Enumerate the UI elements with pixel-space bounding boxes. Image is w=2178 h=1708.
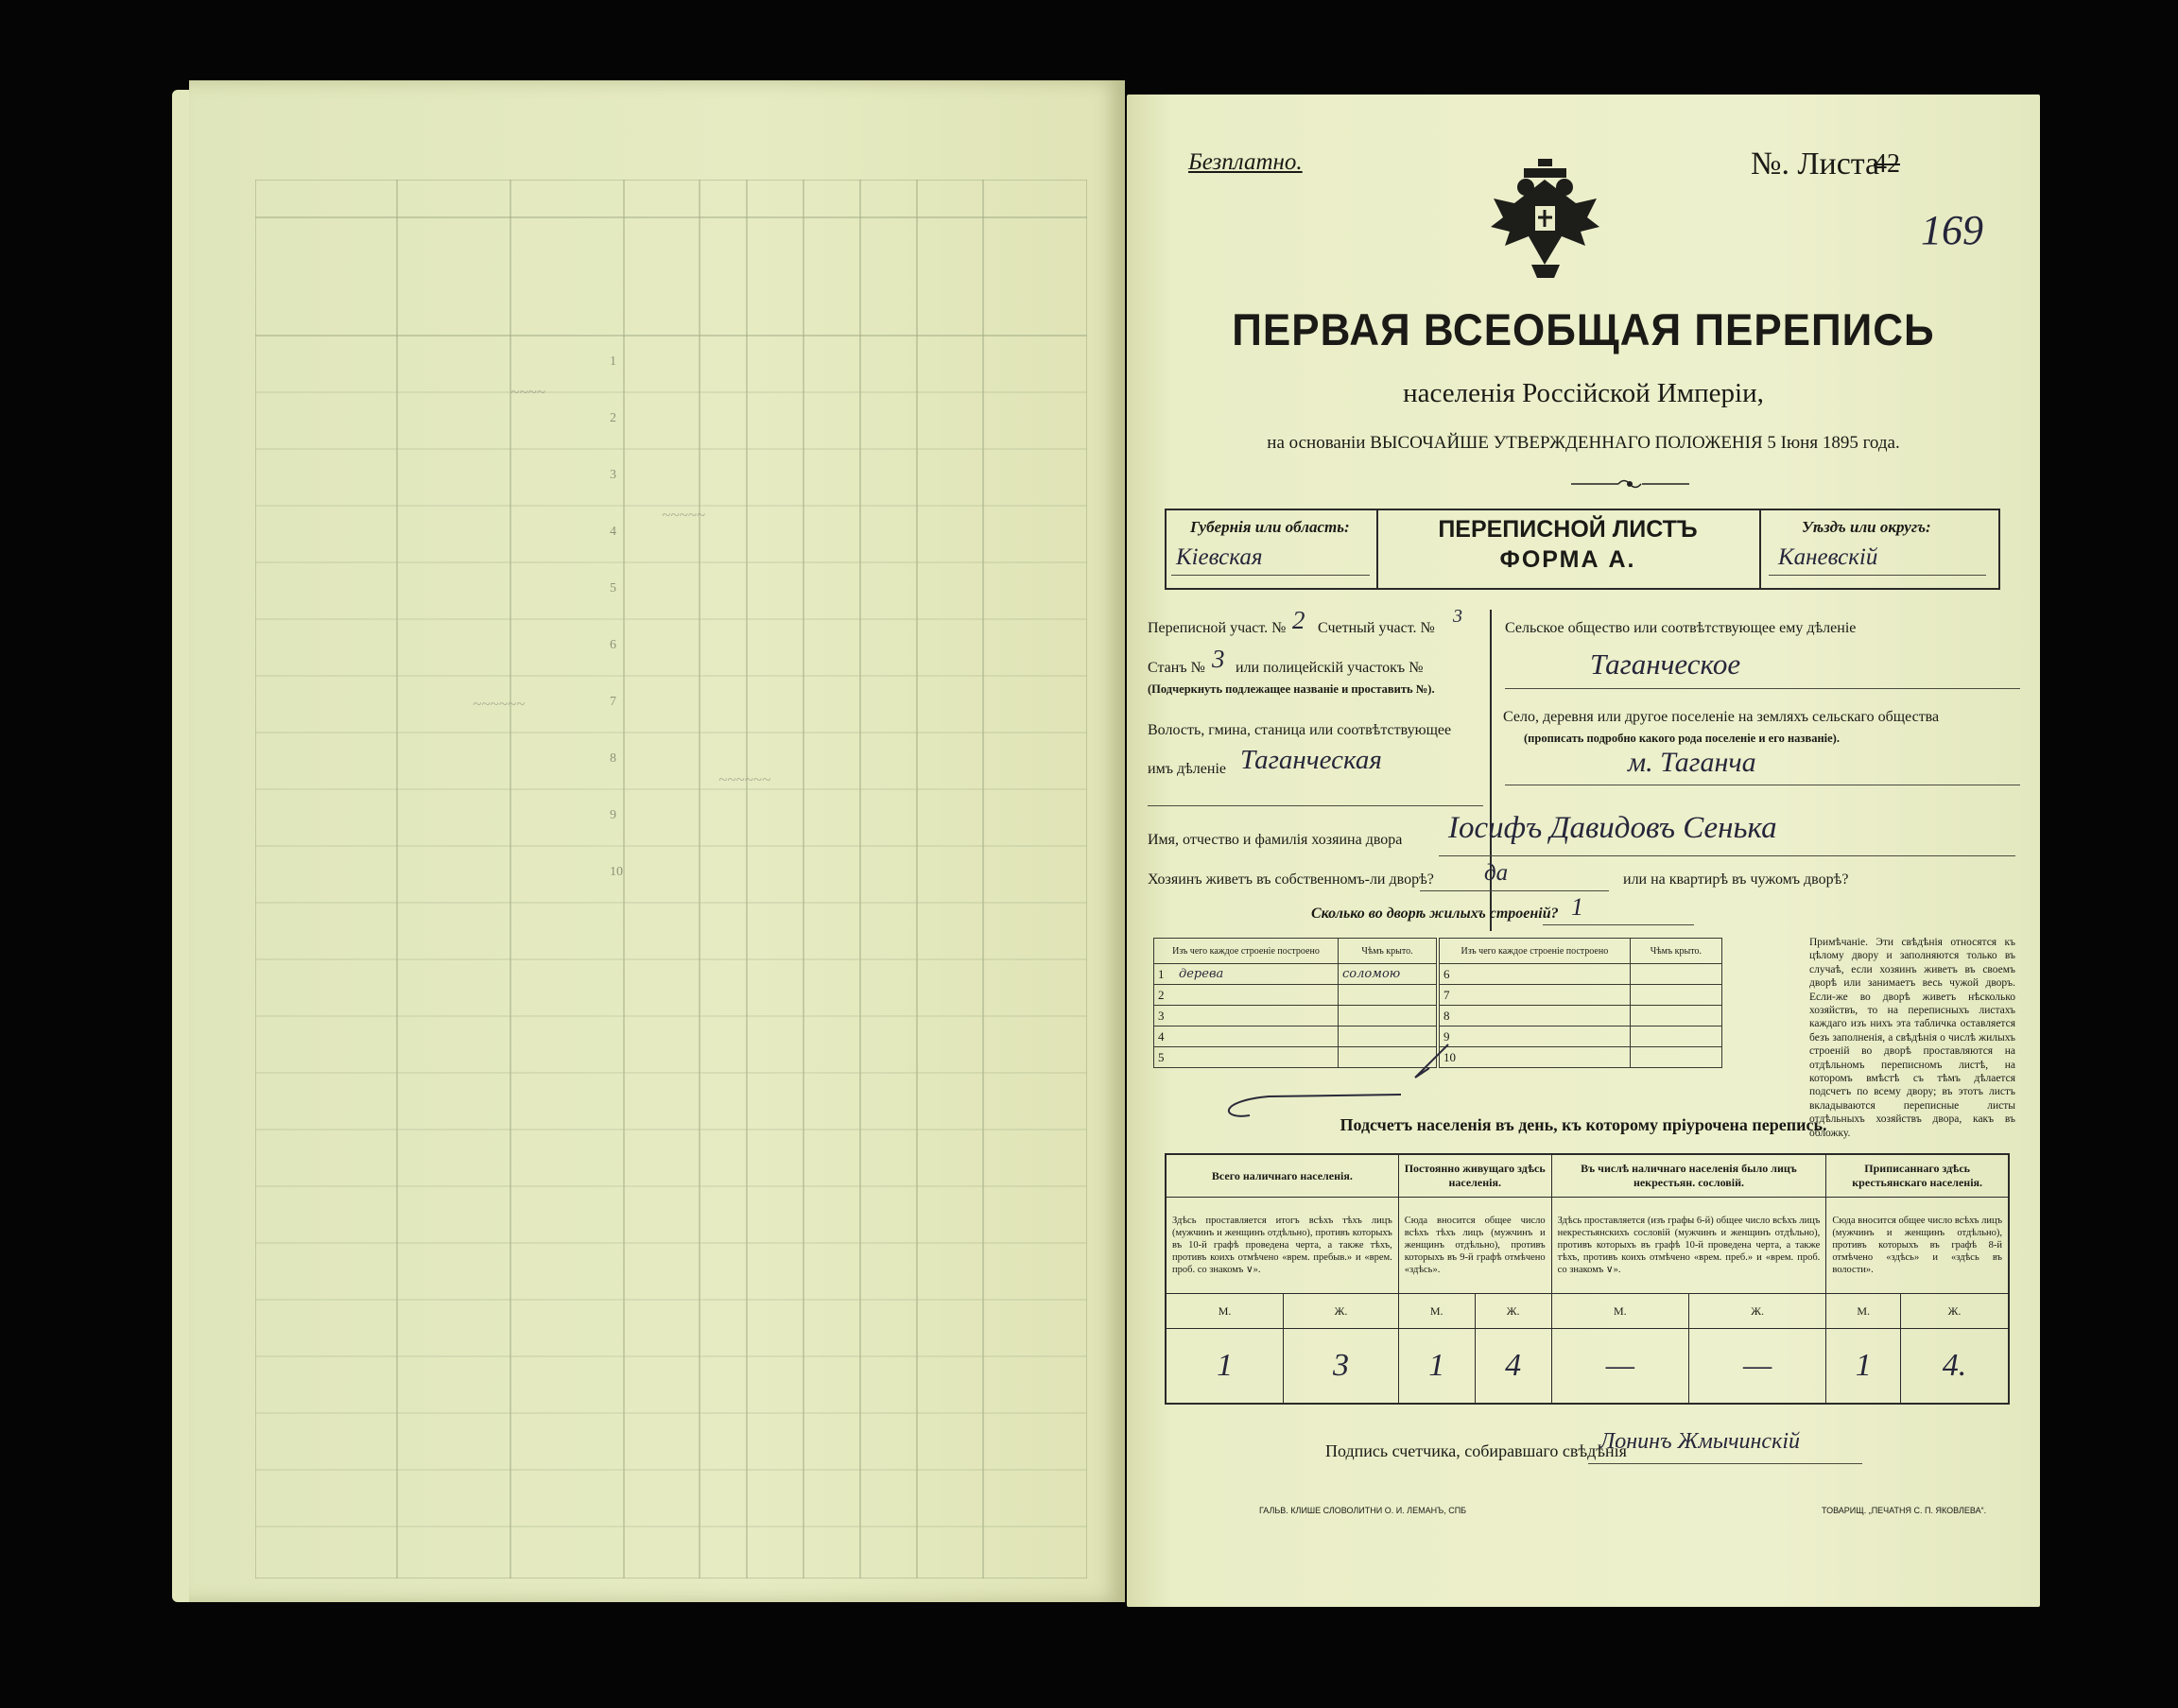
permanent-population-desc: Сюда вносится общее число всѣхъ тѣхъ лицъ (мужчинъ и женщинъ отдѣльно), противъ которыхъ въ 9-й графѣ отмѣчено «здѣсь». [1398,1198,1551,1294]
village-society-label: Сельское общество или соотвѣтствующее ему дѣленіе [1505,620,1857,636]
sheet-number-handwritten: 169 [1921,207,1983,253]
roof-column-header: Чѣмъ крыто. [1630,939,1721,964]
row-number: 6 [1440,964,1461,985]
material-column-header: Изъ чего каждое строеніе построено [1154,939,1339,964]
count-section-value: 3 [1453,606,1462,627]
male-header: М. [1398,1294,1475,1329]
printer-credit-left: ГАЛЬВ. КЛИШЕ СЛОВОЛИТНИ О. И. ЛЕМАНЪ, СПБ [1259,1506,1467,1515]
province-label: Губернія или область: [1190,518,1350,536]
row-number: 5 [1154,1047,1176,1068]
male-header: М. [1551,1294,1688,1329]
village-society-value: Таганческое [1590,647,1741,681]
non-peasant-desc: Здѣсь проставляется (изъ графы 6-й) общее число всѣхъ лицъ некрестьянскихъ сословій (мужчинъ и женщинъ отдѣльно), противъ которыхъ въ графѣ 10-й проведена черта, а также тѣхъ, противъ коихъ отмѣчено «врем. преб.» и «врем. проб. со знакомъ ∨». [1551,1198,1826,1294]
count-value: 4 [1475,1329,1551,1405]
owner-name-label: Имя, отчество и фамилія хозяина двора [1148,832,1403,848]
volost-label: Волость, гмина, станица или соотвѣтствующее [1148,722,1452,738]
owner-name-value: Іосифъ Давидовъ Сенька [1448,811,1777,845]
form-subtitle: населенія Россійской Имперіи, [1403,378,1764,408]
left-page [189,80,1125,1602]
double-headed-eagle-emblem [1486,151,1604,284]
police-precinct-label: или полицейскій участокъ № [1236,660,1424,676]
lives-own-yard-label: Хозяинъ живетъ въ собственномъ-ли дворѣ? [1148,871,1434,888]
population-count-table [1165,1153,2010,1405]
left-page-row-number: 4 [610,525,616,539]
form-type-box [1376,510,1761,588]
row-1-material: дерева [1175,964,1338,985]
province-box [1167,510,1378,588]
ornament-divider [1571,477,1689,491]
registered-peasant-desc: Сюда вносится общее число всѣхъ лицъ (мужчинъ и женщинъ отдѣльно), противъ которыхъ въ графѣ 8-й отмѣчено «здѣсь» и «здѣсь въ волости». [1826,1198,2009,1294]
bleed-through-ink: ~~~~~ [662,506,705,524]
settlement-value: м. Таганча [1628,747,1756,778]
left-page-row-number: 7 [610,695,616,709]
buildings-count-value: 1 [1571,893,1583,921]
form-a-label: ФОРМА А. [1499,546,1636,573]
district-box [1759,510,1996,588]
row-number: 2 [1154,985,1176,1006]
sheet-number-label: №. Листа [1751,147,1880,181]
count-value: 3 [1284,1329,1399,1405]
settlement-label: Село, деревня или другое поселеніе на земляхъ сельскаго общества [1503,709,1940,725]
present-population-desc: Здѣсь проставляется итогъ всѣхъ тѣхъ лицъ (мужчинъ и женщинъ отдѣльно), противъ которыхъ въ 10-й графѣ проведена черта, а также тѣхъ, противъ коихъ отмѣчено «врем. пребыв.» и «врем. проб. со знакомъ ∨». [1166,1198,1398,1294]
handwritten-flourish [1212,1040,1533,1125]
permanent-population-header: Постоянно живущаго здѣсь населенія. [1398,1154,1551,1198]
enumerator-signature-label: Подпись счетчика, собиравшаго свѣдѣнія [1325,1441,1627,1460]
left-page-grid [255,180,1087,1579]
count-value: — [1688,1329,1825,1405]
female-header: Ж. [1688,1294,1825,1329]
row-number: 1 [1154,964,1176,985]
stan-note: (Подчеркнуть подлежащее названіе и проставить №). [1148,682,1435,696]
free-of-charge-label: Безплатно. [1188,149,1303,175]
registered-peasant-header: Приписаннаго здѣсь крестьянскаго населенія. [1826,1154,2009,1198]
row-number: 10 [1440,1047,1461,1068]
bleed-through-ink: ~~~~~~ [473,695,526,713]
left-page-row-number: 1 [610,354,616,369]
count-value: 4. [1901,1329,2009,1405]
bleed-through-ink: ~~~~ [510,383,545,401]
material-column-header: Изъ чего каждое строеніе построено [1440,939,1631,964]
row-number: 4 [1154,1027,1176,1047]
female-header: Ж. [1284,1294,1399,1329]
census-section-label: Переписной участ. № [1148,620,1287,636]
row-number: 3 [1154,1006,1176,1027]
volost-label-2: имъ дѣленіе [1148,761,1226,777]
buildings-note: Примѣчаніе. Эти свѣдѣнія относятся къ цѣлому двору и заполняются только въ случаѣ, если хозяинъ живетъ въ своемъ дворѣ или занимаетъ весь чужой дворъ. Если-же во дворѣ живетъ нѣсколько хозяйствъ, то на переписныхъ листахъ каждаго изъ нихъ эта табличка оставляется безъ заполненія, а свѣдѣнія о числѣ жилыхъ строеній во дворѣ проставляются на отдѣльномъ переписномъ листѣ, на которомъ вмѣстѣ съ тѣмъ дѣлается подсчетъ по всему двору; въ этотъ листъ вкладываются переписные листы отдѣльныхъ хозяйствъ двора, какъ въ обложку. [1809,937,2015,1139]
left-page-row-number: 5 [610,581,616,595]
non-peasant-header: Въ числѣ наличнаго населенія было лицъ некрестьян. сословій. [1551,1154,1826,1198]
count-value: 1 [1398,1329,1475,1405]
volost-value: Таганческая [1240,745,1382,775]
row-number: 8 [1440,1006,1461,1027]
female-header: Ж. [1901,1294,2009,1329]
printer-credit-right: ТОВАРИЩ. „ПЕЧАТНЯ С. П. ЯКОВЛЕВА“. [1822,1506,1987,1515]
form-title: ПЕРВАЯ ВСЕОБЩАЯ ПЕРЕПИСЬ [1232,305,1935,355]
row-number: 9 [1440,1027,1461,1047]
male-header: М. [1166,1294,1284,1329]
bleed-through-ink: ~~~~~~ [718,770,771,788]
female-header: Ж. [1475,1294,1551,1329]
left-page-row-number: 10 [610,865,623,879]
stan-label: Станъ № [1148,660,1205,676]
count-value: 1 [1826,1329,1901,1405]
count-value: 1 [1166,1329,1284,1405]
population-count-title: Подсчетъ населенія въ день, къ которому пріурочена перепись. [1340,1115,1827,1134]
form-sheet-label: ПЕРЕПИСНОЙ ЛИСТЪ [1438,516,1698,543]
male-header: М. [1826,1294,1901,1329]
region-header-boxes [1165,509,2000,590]
count-section-label: Счетный участ. № [1318,620,1435,636]
district-value: Каневскій [1778,544,1878,570]
sheet-number-printed: 42 [1874,149,1900,179]
district-label: Уѣздъ или округъ: [1802,518,1931,536]
buildings-count-label: Сколько во дворѣ жилыхъ строеній? [1311,906,1559,922]
left-page-row-number: 9 [610,808,616,822]
stan-value: 3 [1212,645,1225,673]
enumerator-signature: Лонинъ Жмычинскій [1599,1429,1800,1454]
count-value: — [1551,1329,1688,1405]
left-page-row-number: 6 [610,638,616,652]
row-number: 7 [1440,985,1461,1006]
row-1-roof: соломою [1338,964,1436,985]
left-page-row-number: 2 [610,411,616,425]
left-page-row-number: 8 [610,751,616,766]
lives-own-yard-value: да [1484,860,1509,886]
settlement-note: (прописать подробно какого рода поселеніе и его названіе). [1524,732,1840,745]
lives-rented-label: или на квартирѣ въ чужомъ дворѣ? [1623,871,1849,888]
census-form-page [1127,95,2040,1607]
census-section-value: 2 [1292,606,1305,634]
province-value: Кіевская [1176,544,1263,570]
left-page-row-number: 3 [610,468,616,482]
roof-column-header: Чѣмъ крыто. [1338,939,1436,964]
present-population-header: Всего наличнаго населенія. [1166,1154,1398,1198]
form-basis: на основаніи ВЫСОЧАЙШЕ УТВЕРЖДЕННАГО ПОЛОЖЕНІЯ 5 Іюня 1895 года. [1267,433,1900,453]
